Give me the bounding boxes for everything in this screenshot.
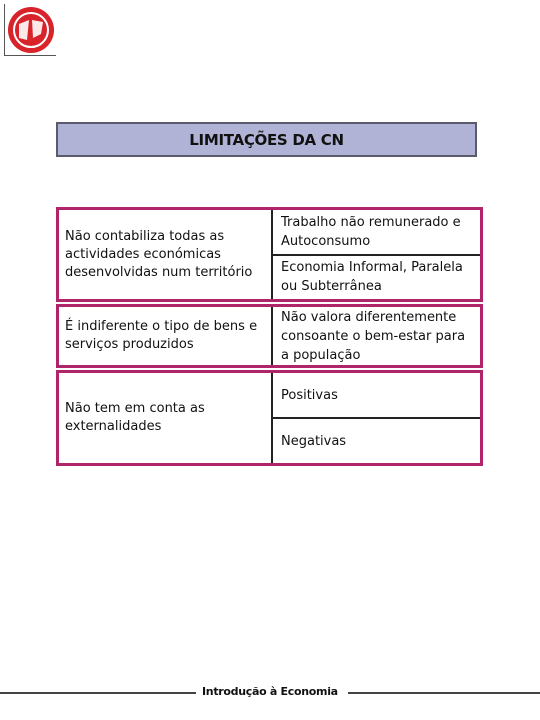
row-item: Positivas: [281, 387, 338, 403]
row-items: [271, 307, 480, 365]
page-title-bar: [56, 122, 477, 157]
row-item: Trabalho não remunerado e Autoconsumo: [281, 214, 461, 249]
table-row: [56, 304, 483, 368]
footer-title: Introdução à Economia: [202, 685, 338, 698]
footer-divider-right: [348, 692, 540, 694]
table-row: [56, 370, 483, 466]
row-items: [271, 373, 480, 463]
row-item: Economia Informal, Paralela ou Subterrânea: [273, 254, 480, 300]
footer-divider-left: [0, 692, 196, 694]
row-label: Não contabiliza todas as actividades económicas desenvolvidas num território: [65, 228, 253, 280]
row-items: [271, 210, 480, 299]
row-label: É indiferente o tipo de bens e serviços produzidos: [65, 319, 258, 352]
row-item: Não valora diferentemente consoante o bem-estar para a população: [281, 309, 466, 363]
row-label: Não tem em conta as externalidades: [65, 401, 205, 434]
page-title: LIMITAÇÕES DA CN: [189, 130, 344, 149]
row-item: Negativas: [273, 417, 480, 463]
table-row: [56, 207, 483, 302]
university-logo-icon: [4, 4, 56, 56]
